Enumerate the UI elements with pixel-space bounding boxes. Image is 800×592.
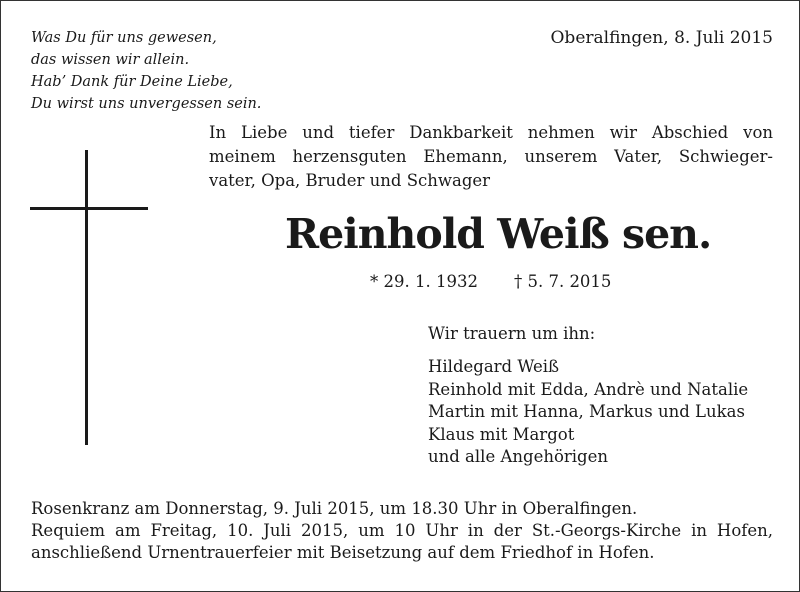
place-date: Oberalfingen, 8. Juli 2015 xyxy=(550,28,773,48)
service-line: anschließend Urnentrauerfeier mit Beisetzung auf dem Friedhof in Hofen. xyxy=(31,543,655,562)
cross-icon-bar xyxy=(30,207,148,210)
service-line: Requiem am Freitag, 10. Juli 2015, um 10 Uhr in der St.-Georgs-Kirche in Hofen, xyxy=(31,521,773,540)
service-line: Rosenkranz am Donnerstag, 9. Juli 2015, um 18.30 Uhr in Oberalfingen. xyxy=(31,499,638,518)
mourner: Klaus mit Margot xyxy=(428,424,575,444)
deceased-name: Reinhold Weiß sen. xyxy=(285,210,712,258)
mourning-heading: Wir trauern um ihn: xyxy=(428,324,596,343)
mourner: Martin mit Hanna, Markus und Lukas xyxy=(428,402,745,421)
service-info xyxy=(31,498,773,564)
poem xyxy=(31,27,261,115)
intro-text xyxy=(209,121,773,193)
poem-line: Hab’ Dank für Deine Liebe, xyxy=(31,74,233,90)
poem-line: das wissen wir allein. xyxy=(31,52,190,68)
mourners-list xyxy=(428,356,748,469)
cross-icon xyxy=(85,150,88,445)
mourner: Hildegard Weiß xyxy=(428,357,560,376)
poem-line: Was Du für uns gewesen, xyxy=(31,30,217,46)
birth-date: * 29. 1. 1932 xyxy=(370,272,478,291)
intro-line: meinem herzensguten Ehemann, unserem Vater, Schwieger- xyxy=(209,147,773,166)
mourner: und alle Angehörigen xyxy=(428,447,609,466)
poem-line: Du wirst uns unvergessen sein. xyxy=(31,96,262,112)
intro-line: In Liebe und tiefer Dankbarkeit nehmen wir Abschied von xyxy=(209,123,773,142)
death-date: † 5. 7. 2015 xyxy=(513,272,612,291)
mourner: Reinhold mit Edda, Andrè und Natalie xyxy=(428,379,749,399)
intro-line: vater, Opa, Bruder und Schwager xyxy=(209,171,491,190)
life-dates xyxy=(370,272,611,291)
